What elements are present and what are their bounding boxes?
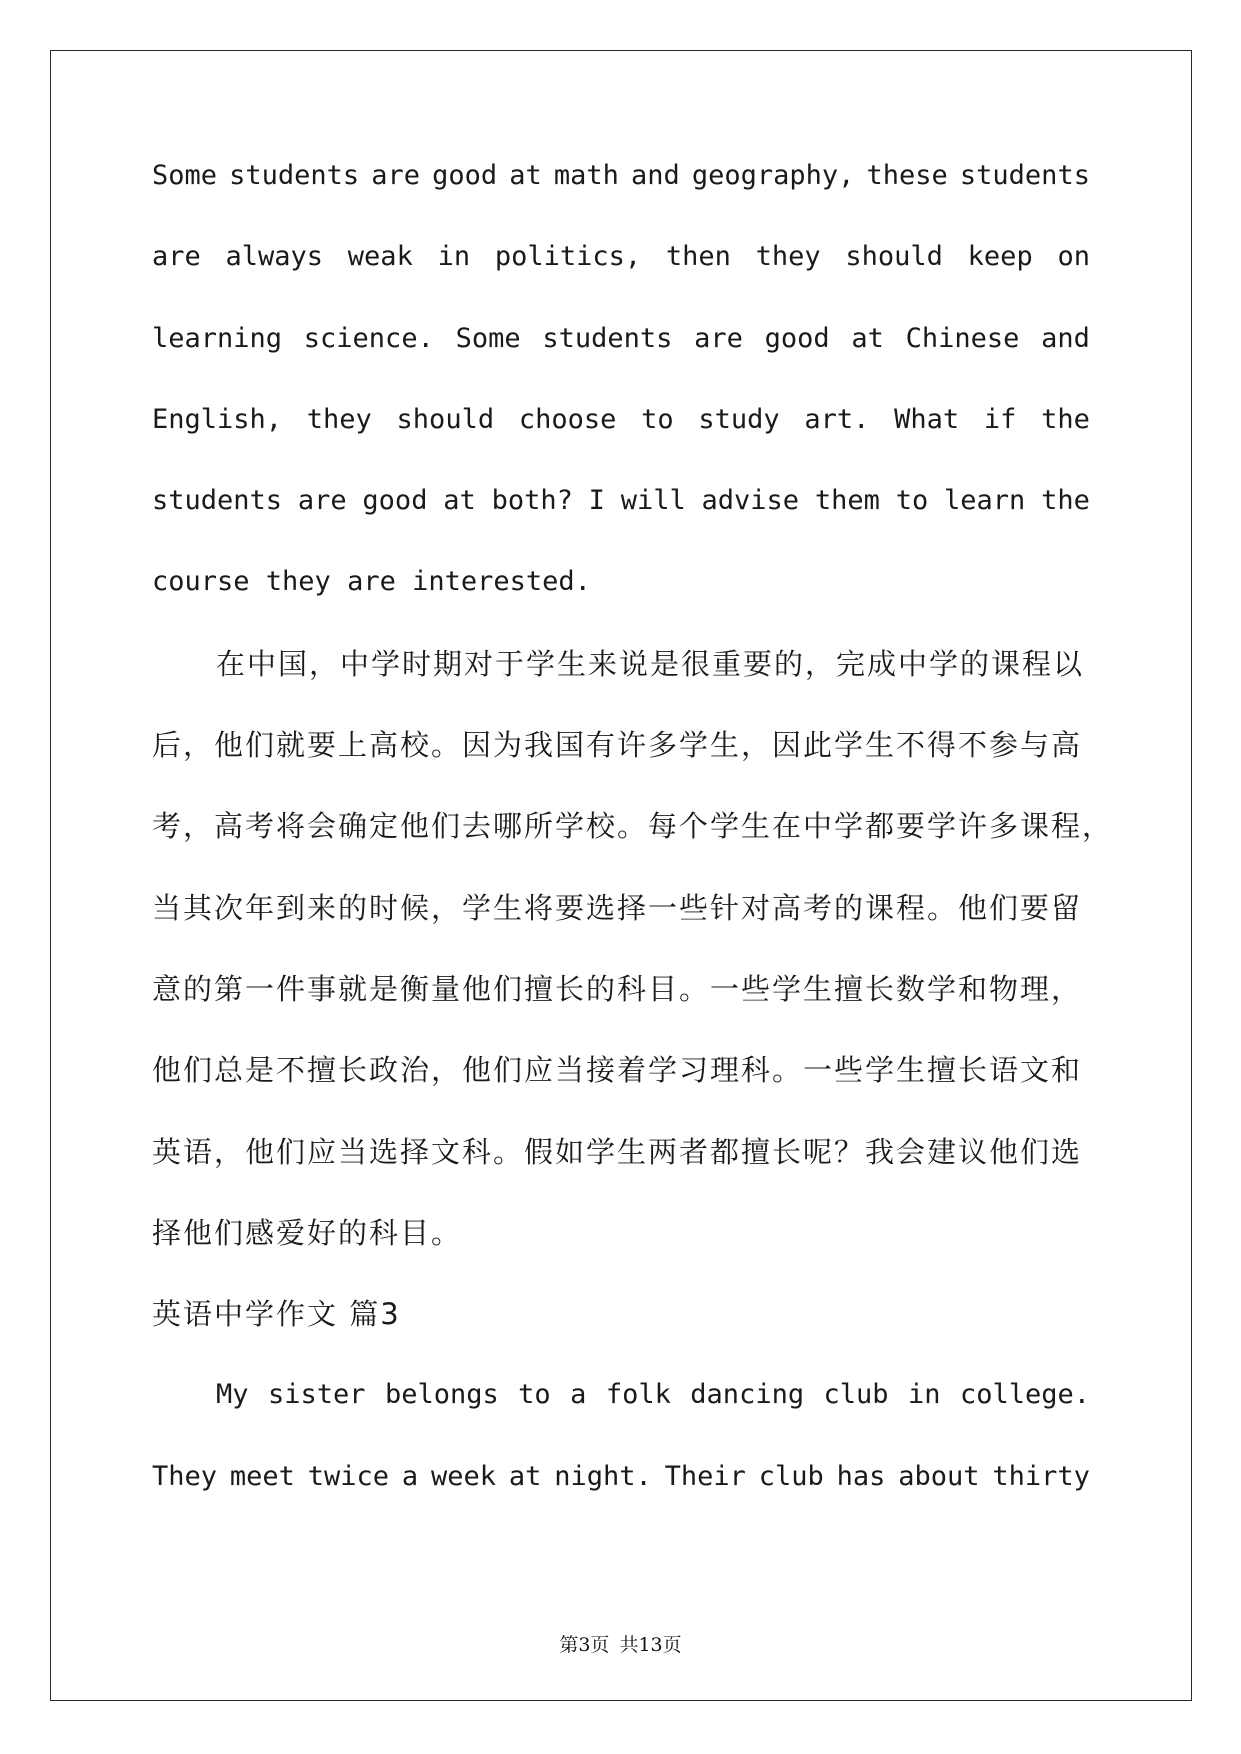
word: college. [959,1379,1090,1411]
word: has [836,1460,886,1492]
word: art. [804,403,870,435]
word: about [898,1460,980,1492]
word: at [851,322,884,354]
word: are [297,485,347,517]
text-line [152,322,1090,406]
word: to [895,485,929,517]
word: they [755,241,821,273]
text-line: 他们总是不擅长政治，他们应当接着学习理科。一些学生擅长语文和 [152,1053,1083,1088]
word: politics, [494,241,642,273]
word: students [959,160,1090,191]
english-paragraph-2 [152,1381,1090,1544]
word: Chinese [905,322,1020,354]
word: Their [664,1460,746,1492]
word: students [152,485,283,517]
word: at [509,160,542,191]
word: keep [967,241,1033,273]
section-heading: 英语中学作文 篇3 [152,1297,401,1332]
word: good [362,485,428,517]
word: on [1057,241,1090,273]
word: students [229,160,360,191]
word: in [437,241,471,273]
word: club [823,1379,889,1411]
word: both? [491,485,573,517]
word: geography, [691,160,855,191]
text-line: 当其次年到来的时候，学生将要选择一些针对高考的课程。他们要留 [152,890,1083,925]
word: the [1041,485,1090,517]
word: at [443,485,476,517]
text-line [152,1381,1090,1462]
word: meet [229,1460,295,1492]
word: are [152,241,201,273]
word: these [866,160,948,191]
word: good [432,160,498,191]
chinese-paragraph [152,646,1114,1300]
text-line [152,487,1090,568]
text-line [152,403,1090,487]
page-total: 共13页 [619,1634,682,1656]
text-line [152,568,1090,649]
word: Some [455,322,521,354]
word: twice [307,1460,390,1492]
word: learning [152,322,283,354]
word: the [1041,403,1090,435]
page-footer [0,1630,1241,1657]
word: a [401,1460,419,1492]
word: to [518,1379,551,1411]
word: sister [267,1379,366,1411]
text-line: 意的第一件事就是衡量他们擅长的科目。一些学生擅长数学和物理， [152,971,1083,1006]
text-line: 考，高考将会确定他们去哪所学校。每个学生在中学都要学许多课程， [152,809,1114,844]
document-body [152,160,1114,1544]
word: to [641,403,674,435]
word: week [430,1460,497,1492]
word: then [665,241,731,273]
word: will [620,485,686,517]
text-line: 英语，他们应当选择文科。假如学生两者都擅长呢？我会建议他们选 [152,1134,1083,1169]
word: science. [303,322,434,354]
page-number: 第3页 [559,1634,610,1656]
text-line [152,162,1090,243]
word: club [758,1460,824,1492]
word: study [698,403,780,435]
word: a [570,1379,587,1411]
word: belongs [384,1379,499,1411]
word: are [371,160,421,191]
text-line: 在中国，中学时期对于学生来说是很重要的，完成中学的课程以 [216,646,1085,681]
text-line: 择他们感爱好的科目。 [152,1215,463,1250]
word: Some [152,160,218,191]
word: always [225,241,324,273]
word: What [894,403,960,435]
english-paragraph-1 [152,162,1090,650]
word: My [216,1379,249,1411]
word: English, [152,403,283,435]
word: are [694,322,743,354]
word: math [553,160,619,191]
word: thirty [992,1460,1090,1492]
word: learn [944,485,1026,517]
word: them [814,485,880,517]
word: choose [518,403,617,435]
word: dancing [690,1379,805,1411]
word: students [542,322,673,354]
word: They [152,1460,218,1492]
text-line: 后，他们就要上高校。因为我国有许多学生，因此学生不得不参与高 [152,728,1083,763]
word: should [396,403,495,435]
word: folk [605,1379,671,1411]
word: if [983,403,1017,435]
word: in [908,1379,941,1411]
word: should [845,241,943,273]
word: I [588,485,605,517]
text-line [152,1460,1090,1544]
word: they [306,403,372,435]
word: and [1041,322,1090,354]
word: good [764,322,830,354]
word: at [508,1460,542,1492]
word: advise [701,485,800,517]
word: course they are interested. [152,566,591,598]
word: night. [554,1460,652,1492]
word: weak [347,241,413,273]
word: and [631,160,680,191]
text-line [152,243,1090,324]
